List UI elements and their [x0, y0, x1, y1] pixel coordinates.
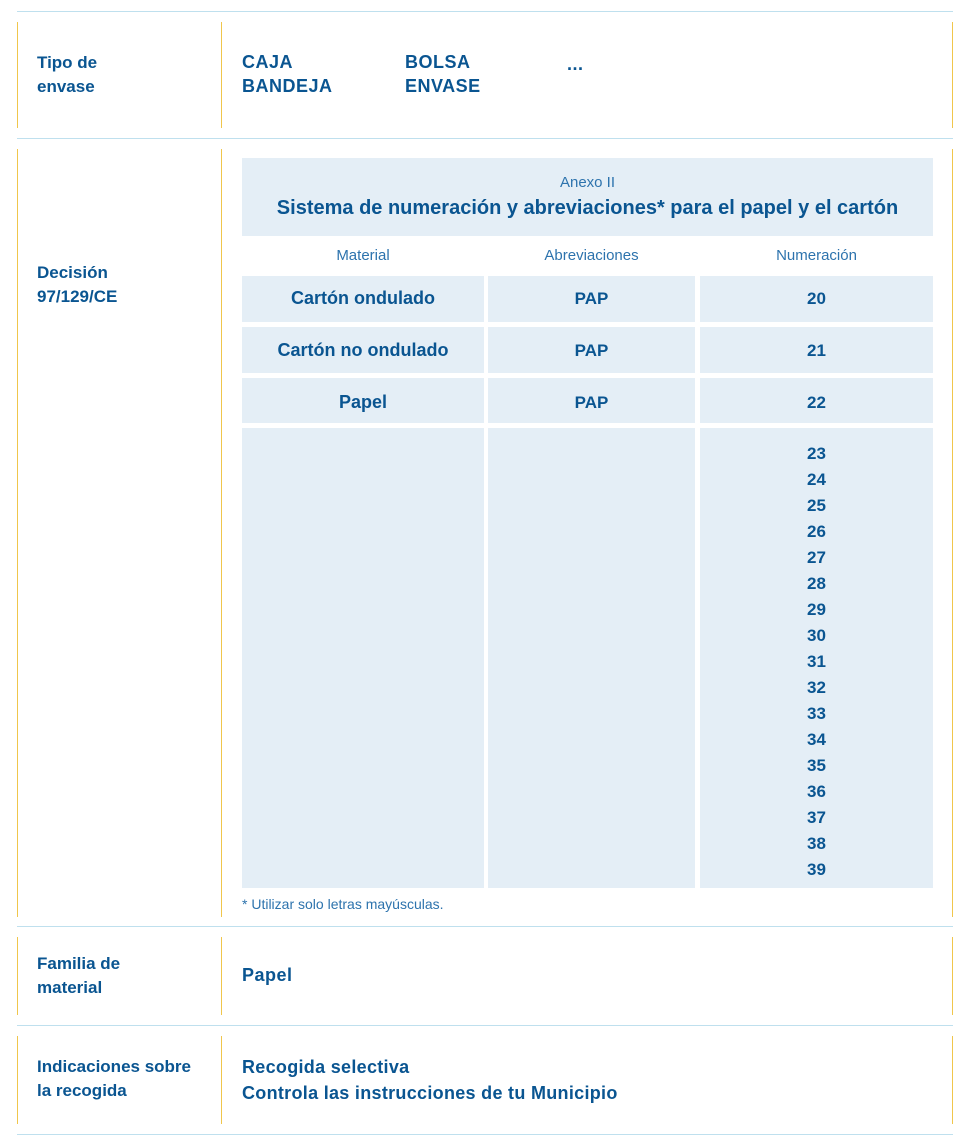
divider	[17, 1025, 953, 1026]
number-item: 36	[807, 782, 826, 801]
footnote: * Utilizar solo letras mayúsculas.	[242, 896, 444, 912]
number-item: 23	[807, 444, 826, 463]
number-item: 28	[807, 574, 826, 593]
table-cell-abbr: PAP	[488, 327, 695, 373]
divider	[17, 11, 953, 12]
table-cell-material: Papel	[242, 378, 484, 423]
divider	[17, 22, 18, 128]
row-label-indicaciones	[37, 1055, 191, 1103]
table-cell-abbr-empty	[488, 428, 695, 888]
number-item: 29	[807, 600, 826, 619]
collection-line-2: Controla las instrucciones de tu Municipio	[242, 1083, 618, 1103]
divider	[17, 926, 953, 927]
divider	[17, 138, 953, 139]
package-type-envase: ENVASE	[405, 76, 481, 96]
number-item: 31	[807, 652, 826, 671]
annex-header	[242, 158, 933, 236]
annex-title: Sistema de numeración y abreviaciones* para el papel y el cartón	[276, 197, 899, 219]
row-label-familia	[37, 952, 120, 1000]
number-item: 25	[807, 496, 826, 515]
divider	[952, 22, 953, 128]
package-type-ellipsis: ...	[567, 54, 584, 74]
label-line: Decisión	[37, 263, 108, 282]
column-header-material: Material	[336, 247, 390, 264]
column-header-abbreviations: Abreviaciones	[544, 247, 639, 264]
number-item: 37	[807, 808, 826, 827]
package-type-caja: CAJA	[242, 52, 294, 72]
number-item: 35	[807, 756, 826, 775]
table-cell-material-empty	[242, 428, 484, 888]
number-item: 32	[807, 678, 826, 697]
divider	[952, 1036, 953, 1124]
material-family-value: Papel	[242, 965, 293, 985]
divider	[221, 22, 222, 128]
label-line: Indicaciones sobre	[37, 1057, 191, 1076]
divider	[952, 937, 953, 1015]
number-item: 38	[807, 834, 826, 853]
number-item: 27	[807, 548, 826, 567]
collection-line-1: Recogida selectiva	[242, 1057, 410, 1077]
label-line: material	[37, 978, 103, 997]
number-item: 30	[807, 626, 826, 645]
label-line: 97/129/CE	[37, 287, 118, 306]
table-cell-abbr: PAP	[488, 276, 695, 322]
table-cell-number: 21	[700, 327, 933, 373]
table-cell-material: Cartón no ondulado	[242, 327, 484, 373]
column-header-numbering: Numeración	[776, 247, 857, 264]
label-line: la recogida	[37, 1081, 127, 1100]
label-line: Familia de	[37, 954, 121, 973]
table-cell-number: 20	[700, 276, 933, 322]
label-line: Tipo de	[37, 53, 98, 72]
divider	[952, 149, 953, 917]
label-line: envase	[37, 77, 95, 96]
package-type-bolsa: BOLSA	[405, 52, 471, 72]
number-item: 26	[807, 522, 826, 541]
divider	[221, 149, 222, 917]
number-item: 39	[807, 860, 826, 879]
divider	[221, 1036, 222, 1124]
divider	[221, 937, 222, 1015]
package-type-bandeja: BANDEJA	[242, 76, 333, 96]
number-item: 34	[807, 730, 826, 749]
table-cell-material: Cartón ondulado	[242, 276, 484, 322]
divider	[17, 1036, 18, 1124]
divider	[17, 937, 18, 1015]
annex-subtitle: Anexo II	[559, 174, 616, 191]
number-item: 24	[807, 470, 826, 489]
table-cell-abbr: PAP	[488, 378, 695, 423]
number-item: 33	[807, 704, 826, 723]
number-list	[700, 428, 933, 888]
divider	[17, 149, 18, 917]
row-label-tipo	[37, 51, 97, 99]
table-cell-number: 22	[700, 378, 933, 423]
row-label-decision	[37, 261, 117, 309]
divider	[17, 1134, 953, 1135]
